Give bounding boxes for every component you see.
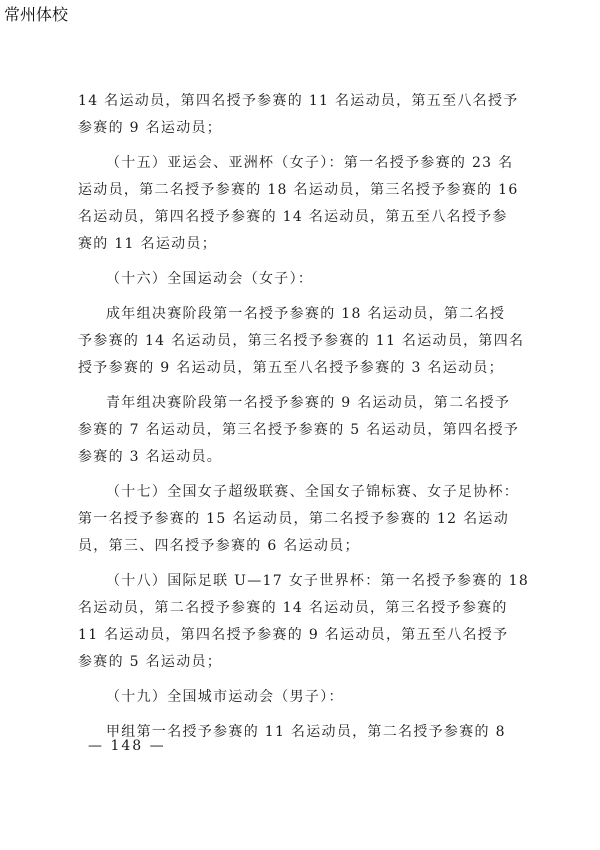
text-line: 予参赛的 14 名运动员，第三名授予参赛的 11 名运动员，第四名 — [78, 333, 525, 349]
section-heading: （十六）全国运动会（女子）： — [106, 271, 314, 287]
text-line: 参赛的 9 名运动员； — [78, 120, 223, 136]
text-line: 赛的 11 名运动员； — [78, 236, 218, 252]
text-line: 名运动员，第二名授予参赛的 14 名运动员，第三名授予参赛的 — [78, 600, 508, 616]
text-line: 11 名运动员，第四名授予参赛的 9 名运动员，第五至八名授予 — [78, 627, 509, 643]
page-number: — 148 — — [88, 738, 166, 754]
section-heading: （十九）全国城市运动会（男子）： — [106, 689, 344, 705]
text-line: 参赛的 3 名运动员。 — [78, 449, 223, 465]
text-line: 名运动员，第四名授予参赛的 14 名运动员，第五至八名授予参 — [78, 209, 508, 225]
paragraph-start: 甲组第一名授予参赛的 11 名运动员，第二名授予参赛的 8 — [106, 724, 506, 740]
section-heading: （十八）国际足联 U—17 女子世界杯：第一名授予参赛的 18 — [106, 573, 530, 589]
text-line: 第一名授予参赛的 15 名运动员，第二名授予参赛的 12 名运动 — [78, 511, 510, 527]
text-line: 员，第三、四名授予参赛的 6 名运动员； — [78, 538, 360, 554]
text-line: 运动员，第二名授予参赛的 18 名运动员，第三名授予参赛的 16 — [78, 182, 519, 198]
paragraph-start: 青年组决赛阶段第一名授予参赛的 9 名运动员，第二名授予 — [106, 395, 511, 411]
document-body — [78, 88, 530, 746]
watermark-text: 常州体校 — [4, 5, 69, 24]
paragraph-start: 成年组决赛阶段第一名授予参赛的 18 名运动员，第二名授 — [106, 306, 506, 322]
text-line: 14 名运动员，第四名授予参赛的 11 名运动员，第五至八名授予 — [78, 93, 519, 109]
section-heading: （十五）亚运会、亚洲杯（女子）：第一名授予参赛的 23 名 — [106, 155, 514, 171]
section-heading: （十七）全国女子超级联赛、全国女子锦标赛、女子足协杯： — [106, 484, 520, 500]
text-line: 授予参赛的 9 名运动员，第五至八名授予参赛的 3 名运动员； — [78, 360, 504, 376]
text-line: 参赛的 7 名运动员，第三名授予参赛的 5 名运动员，第四名授予 — [78, 422, 520, 438]
text-line: 参赛的 5 名运动员； — [78, 654, 223, 670]
